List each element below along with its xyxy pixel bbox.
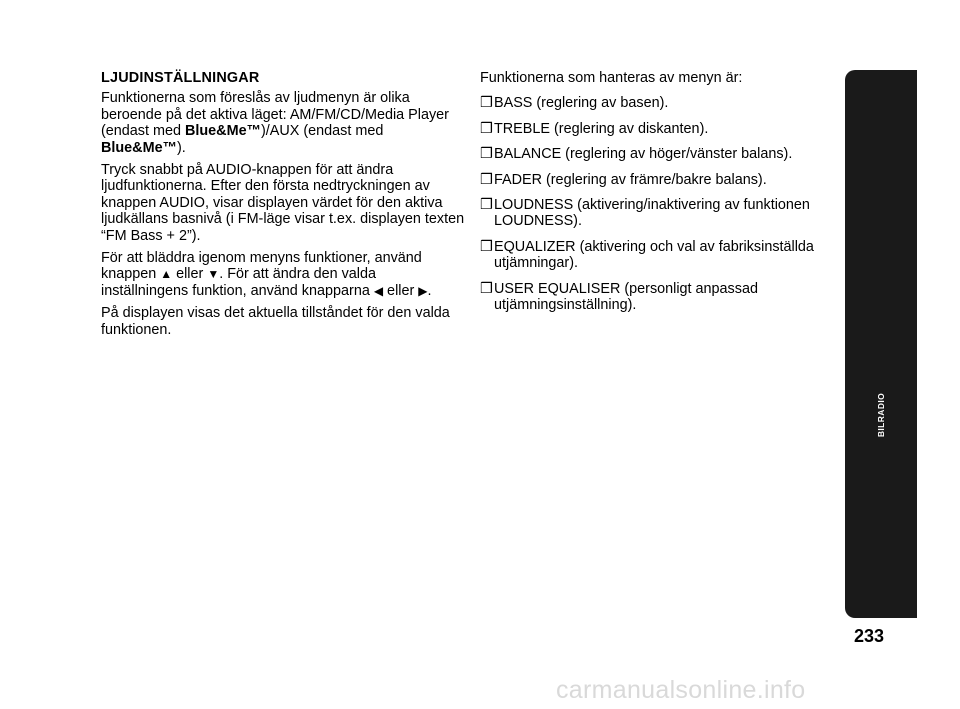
text: Funktionerna som föreslås av ljudmenyn är olika beroende på det aktiva läget: AM/FM/CD/Media Player (endast med	[101, 90, 449, 140]
list-item	[480, 197, 825, 230]
list-item-text: TREBLE (reglering av diskanten).	[494, 120, 709, 137]
paragraph-display: På displayen visas det aktuella tillståndet för den valda funktionen.	[101, 305, 450, 338]
arrow-right-icon: ▶	[418, 283, 428, 298]
list-item	[480, 95, 825, 111]
list-item-text: FADER (reglering av främre/bakre balans).	[494, 171, 767, 188]
list-item-text: USER EQUALISER (personligt anpassad utjämningsinställning).	[494, 280, 758, 314]
paragraph-navigation	[101, 250, 466, 299]
list-intro: Funktionerna som hanteras av menyn är:	[480, 70, 743, 86]
text: eller	[172, 266, 208, 283]
list-item	[480, 121, 825, 137]
arrow-down-icon: ▼	[207, 267, 220, 282]
list-item-text: BASS (reglering av basen).	[494, 95, 669, 112]
left-column	[101, 70, 466, 344]
text: )/AUX (endast med	[260, 123, 384, 140]
section-heading: LJUDINSTÄLLNINGAR	[101, 70, 260, 86]
list-item-text: LOUDNESS (aktivering/inaktivering av funktionen LOUDNESS).	[494, 197, 810, 230]
list-item	[480, 239, 825, 272]
chapter-label: BILRADIO	[876, 392, 886, 438]
checkbox-bullet-icon: ❒	[480, 197, 493, 214]
checkbox-bullet-icon: ❒	[480, 95, 493, 112]
checkbox-bullet-icon: ❒	[480, 120, 493, 137]
list-item	[480, 281, 825, 314]
list-item-text: BALANCE (reglering av höger/vänster balans).	[494, 146, 793, 163]
checkbox-bullet-icon: ❒	[480, 171, 493, 188]
text: . För att ändra den valda inställningens funktion, använd knapparna	[101, 266, 376, 299]
text: .	[427, 282, 432, 299]
list-item-text: EQUALIZER (aktivering och val av fabriksinställda utjämningar).	[494, 238, 814, 272]
chapter-tab	[845, 70, 917, 618]
brand-bold: Blue&Me™	[185, 123, 261, 140]
list-item	[480, 146, 825, 162]
list-item	[480, 172, 825, 188]
text: ).	[176, 139, 186, 156]
arrow-up-icon: ▲	[160, 267, 173, 282]
checkbox-bullet-icon: ❒	[480, 238, 493, 255]
text: För att bläddra igenom menyns funktioner, använd knappen	[101, 250, 422, 283]
paragraph-audio-button: Tryck snabbt på AUDIO-knappen för att ändra ljudfunktionerna. Efter den första nedtryckningen av knappen AUDIO, visar displayen värdet för den aktiva ljudkällans basnivå (i FM-läge visar t.ex. displayen texten “FM Bass + 2”).	[101, 162, 465, 244]
brand-bold: Blue&Me™	[101, 139, 177, 156]
right-column	[480, 70, 825, 322]
checkbox-bullet-icon: ❒	[480, 146, 493, 163]
arrow-left-icon: ◀	[373, 283, 384, 298]
page-number: 233	[853, 626, 885, 646]
text: eller	[383, 282, 419, 299]
paragraph-modes	[101, 90, 466, 156]
watermark: carmanualsonline.info	[556, 676, 806, 704]
checkbox-bullet-icon: ❒	[480, 280, 493, 297]
